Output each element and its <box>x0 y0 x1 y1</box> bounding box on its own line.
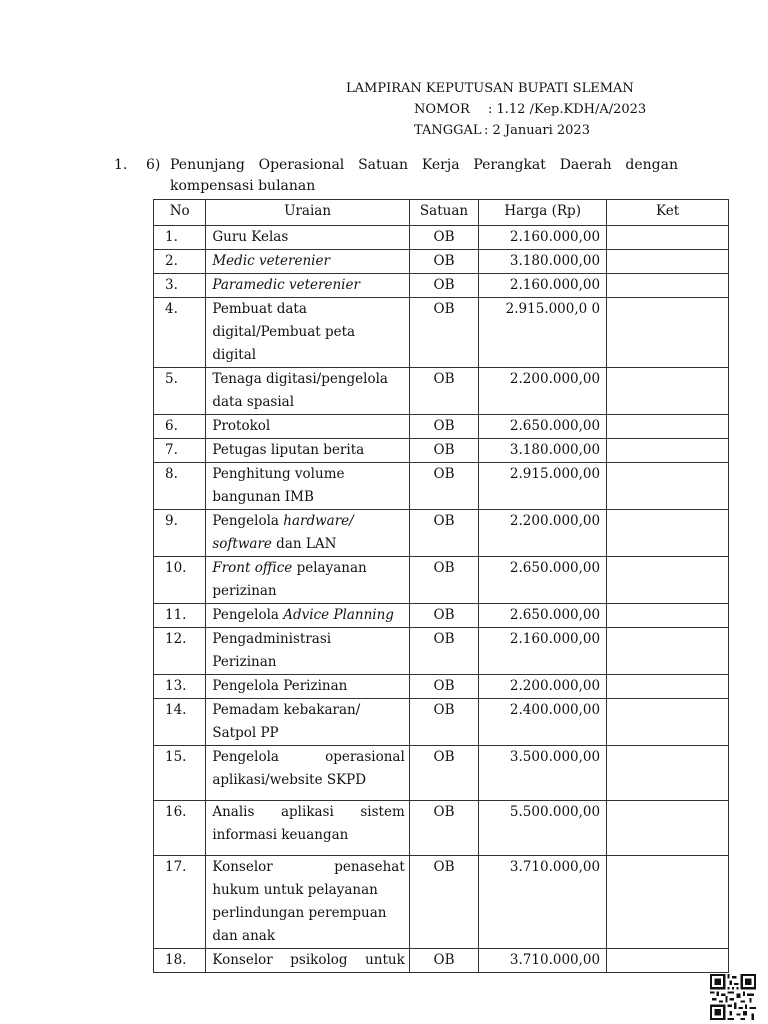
row-ket <box>607 557 729 604</box>
qr-code-icon <box>710 974 756 1020</box>
row-satuan: OB <box>409 801 478 856</box>
row-harga: 2.200.000,00 <box>479 510 607 557</box>
row-no: 3. <box>154 274 206 298</box>
header-nomor <box>346 99 646 120</box>
row-no: 9. <box>154 510 206 557</box>
row-no: 7. <box>154 439 206 463</box>
uraian-line: Pengelola Perizinan <box>212 678 348 694</box>
section-title-line2: kompensasi bulanan <box>170 178 316 194</box>
row-no: 10. <box>154 557 206 604</box>
uraian-line: Analis aplikasi sistem <box>212 804 405 820</box>
row-no: 15. <box>154 746 206 801</box>
table-row <box>154 415 729 439</box>
cell-spacer <box>212 847 404 855</box>
row-no: 8. <box>154 463 206 510</box>
row-satuan: OB <box>409 274 478 298</box>
row-uraian <box>206 368 409 415</box>
table-row <box>154 746 729 801</box>
row-harga: 2.400.000,00 <box>479 699 607 746</box>
row-satuan: OB <box>409 463 478 510</box>
row-uraian <box>206 463 409 510</box>
row-no: 4. <box>154 298 206 368</box>
col-header-harga: Harga (Rp) <box>479 200 607 226</box>
table-row <box>154 856 729 949</box>
uraian-italic-text: hardware/ <box>283 513 354 529</box>
row-harga: 5.500.000,00 <box>479 801 607 856</box>
row-uraian <box>206 557 409 604</box>
row-harga: 3.500.000,00 <box>479 746 607 801</box>
row-uraian <box>206 226 409 250</box>
row-harga: 2.160.000,00 <box>479 226 607 250</box>
row-satuan: OB <box>409 604 478 628</box>
uraian-line: Perizinan <box>212 654 277 670</box>
row-satuan: OB <box>409 439 478 463</box>
row-ket <box>607 746 729 801</box>
row-uraian <box>206 250 409 274</box>
row-satuan: OB <box>409 746 478 801</box>
section-title-line1: Penunjang Operasional Satuan Kerja Perangkat Daerah dengan <box>170 157 678 173</box>
table-row <box>154 557 729 604</box>
table-row <box>154 250 729 274</box>
uraian-line: digital <box>212 347 257 363</box>
uraian-line: Pengelola operasional <box>212 749 405 765</box>
row-satuan: OB <box>409 699 478 746</box>
uraian-line: informasi keuangan <box>212 827 349 843</box>
uraian-line: digital/Pembuat peta <box>212 324 356 340</box>
uraian-line: Pemadam kebakaran/ <box>212 702 361 718</box>
uraian-italic-text: software <box>212 536 272 552</box>
table-row <box>154 801 729 856</box>
row-harga: 2.200.000,00 <box>479 675 607 699</box>
row-satuan: OB <box>409 368 478 415</box>
row-satuan: OB <box>409 557 478 604</box>
row-ket <box>607 226 729 250</box>
row-uraian <box>206 801 409 856</box>
row-uraian <box>206 856 409 949</box>
row-harga: 2.915.000,0 0 <box>479 298 607 368</box>
row-no: 13. <box>154 675 206 699</box>
uraian-text: dan LAN <box>271 536 337 552</box>
row-uraian <box>206 628 409 675</box>
row-no: 12. <box>154 628 206 675</box>
uraian-line: Pengadministrasi <box>212 631 332 647</box>
uraian-line: data spasial <box>212 394 295 410</box>
row-ket <box>607 463 729 510</box>
row-ket <box>607 856 729 949</box>
uraian-line: Tenaga digitasi/pengelola <box>212 371 388 387</box>
table-row <box>154 439 729 463</box>
row-ket <box>607 368 729 415</box>
row-ket <box>607 439 729 463</box>
row-ket <box>607 274 729 298</box>
tanggal-label: TANGGAL <box>414 123 482 138</box>
row-ket <box>607 298 729 368</box>
row-ket <box>607 675 729 699</box>
uraian-line: Konselor penasehat <box>212 859 405 875</box>
row-harga: 3.180.000,00 <box>479 250 607 274</box>
uraian-line: aplikasi/website SKPD <box>212 772 367 788</box>
uraian-line: hukum untuk pelayanan <box>212 882 378 898</box>
row-uraian <box>206 675 409 699</box>
row-uraian <box>206 510 409 557</box>
row-satuan: OB <box>409 250 478 274</box>
header-tanggal <box>346 120 646 141</box>
uraian-line: Pembuat data <box>212 301 307 317</box>
row-uraian <box>206 699 409 746</box>
uraian-line: bangunan IMB <box>212 489 314 505</box>
row-uraian <box>206 415 409 439</box>
row-no: 16. <box>154 801 206 856</box>
nomor-label: NOMOR <box>414 102 470 117</box>
document-header <box>346 78 646 141</box>
row-uraian <box>206 439 409 463</box>
uraian-line: Konselor psikolog untuk <box>212 952 405 968</box>
uraian-line: perizinan <box>212 583 277 599</box>
uraian-line: dan anak <box>212 928 276 944</box>
table-row <box>154 226 729 250</box>
col-header-no: No <box>154 200 206 226</box>
row-ket <box>607 949 729 973</box>
row-no: 11. <box>154 604 206 628</box>
table-row <box>154 699 729 746</box>
uraian-line <box>212 533 404 556</box>
table-row <box>154 628 729 675</box>
row-satuan: OB <box>409 628 478 675</box>
row-ket <box>607 415 729 439</box>
uraian-line: Guru Kelas <box>212 229 289 245</box>
col-header-uraian: Uraian <box>206 200 409 226</box>
nomor-value: : 1.12 /Kep.KDH/A/2023 <box>488 102 647 117</box>
tanggal-value: : 2 Januari 2023 <box>484 123 590 138</box>
uraian-line: Protokol <box>212 418 271 434</box>
row-ket <box>607 628 729 675</box>
row-harga: 2.650.000,00 <box>479 604 607 628</box>
row-satuan: OB <box>409 949 478 973</box>
row-uraian <box>206 274 409 298</box>
table-row <box>154 298 729 368</box>
row-harga: 2.650.000,00 <box>479 557 607 604</box>
uraian-text: Pengelola <box>212 607 284 623</box>
cell-spacer <box>212 792 404 800</box>
row-ket <box>607 801 729 856</box>
uraian-line: Paramedic veterenier <box>212 277 360 293</box>
row-no: 14. <box>154 699 206 746</box>
row-satuan: OB <box>409 856 478 949</box>
uraian-text: pelayanan <box>292 560 367 576</box>
uraian-line: Penghitung volume <box>212 466 345 482</box>
col-header-satuan: Satuan <box>409 200 478 226</box>
row-uraian <box>206 604 409 628</box>
row-uraian <box>206 949 409 973</box>
row-no: 6. <box>154 415 206 439</box>
row-harga: 3.180.000,00 <box>479 439 607 463</box>
table-header-row <box>154 200 729 226</box>
table-row <box>154 675 729 699</box>
row-uraian <box>206 298 409 368</box>
row-satuan: OB <box>409 415 478 439</box>
row-ket <box>607 699 729 746</box>
row-ket <box>607 250 729 274</box>
table-row <box>154 949 729 973</box>
row-satuan: OB <box>409 675 478 699</box>
compensation-table <box>153 199 729 973</box>
row-satuan: OB <box>409 510 478 557</box>
uraian-line: Medic veterenier <box>212 253 330 269</box>
uraian-line <box>212 557 404 580</box>
row-no: 2. <box>154 250 206 274</box>
row-no: 18. <box>154 949 206 973</box>
row-ket <box>607 510 729 557</box>
table-row <box>154 510 729 557</box>
row-satuan: OB <box>409 298 478 368</box>
row-harga: 2.160.000,00 <box>479 628 607 675</box>
row-harga: 2.200.000,00 <box>479 368 607 415</box>
row-no: 5. <box>154 368 206 415</box>
table-row <box>154 463 729 510</box>
row-harga: 2.915.000,00 <box>479 463 607 510</box>
table-row <box>154 604 729 628</box>
row-ket <box>607 604 729 628</box>
section-subnumber: 6) <box>146 157 161 173</box>
row-no: 17. <box>154 856 206 949</box>
row-no: 1. <box>154 226 206 250</box>
uraian-line: perlindungan perempuan <box>212 905 387 921</box>
uraian-line: Petugas liputan berita <box>212 442 365 458</box>
row-uraian <box>206 746 409 801</box>
uraian-text: Pengelola <box>212 513 284 529</box>
table-row <box>154 274 729 298</box>
uraian-line <box>212 510 404 533</box>
col-header-ket: Ket <box>607 200 729 226</box>
table-row <box>154 368 729 415</box>
section-number: 1. <box>114 157 128 173</box>
uraian-line: Satpol PP <box>212 725 279 741</box>
uraian-italic-text: Front office <box>212 560 293 576</box>
row-harga: 2.650.000,00 <box>479 415 607 439</box>
row-harga: 3.710.000,00 <box>479 949 607 973</box>
header-title: LAMPIRAN KEPUTUSAN BUPATI SLEMAN <box>346 81 634 96</box>
row-harga: 3.710.000,00 <box>479 856 607 949</box>
uraian-italic-text: Advice Planning <box>283 607 394 623</box>
row-harga: 2.160.000,00 <box>479 274 607 298</box>
row-satuan: OB <box>409 226 478 250</box>
